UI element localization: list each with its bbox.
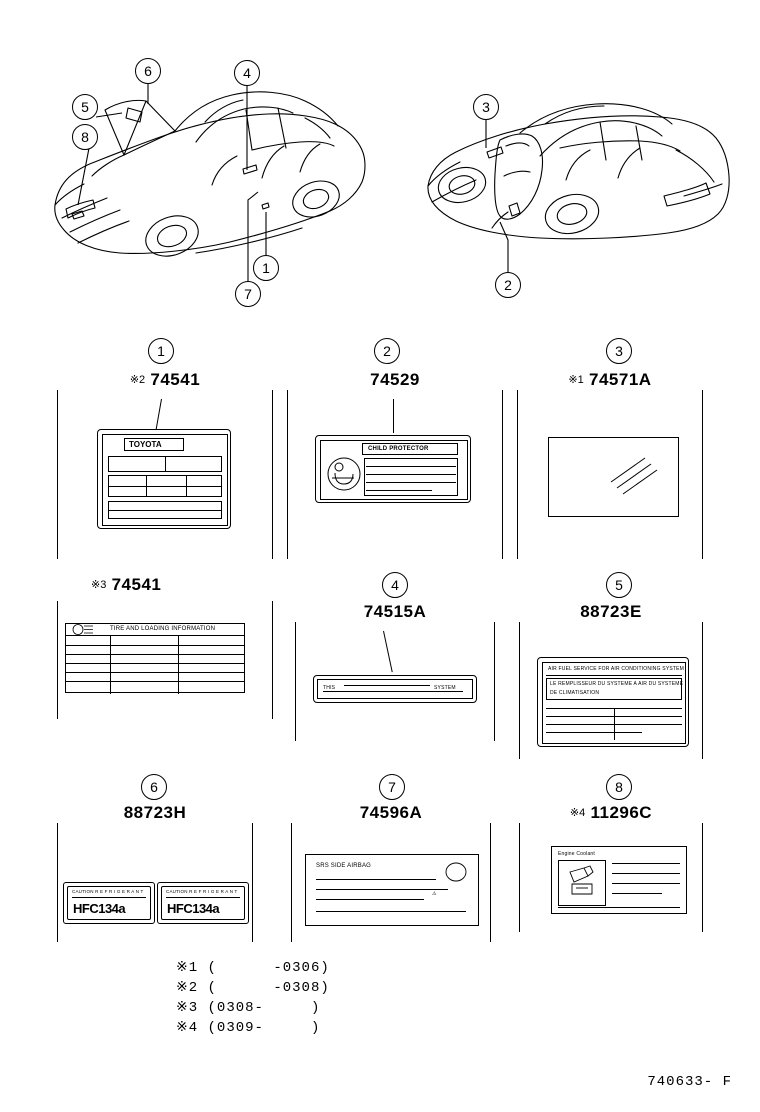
panel-74515A [295, 602, 495, 741]
panel-74541-b [57, 575, 273, 719]
panel-number-text: 11296C [590, 803, 653, 822]
panel-88723E [519, 602, 703, 759]
panel-callout-8[interactable]: 8 [606, 774, 632, 800]
panel-11296C [519, 803, 703, 932]
strip-rule [344, 685, 430, 686]
strip-text-left: THIS [323, 685, 336, 691]
ac-col-divider [614, 708, 615, 740]
label-art-engine-coolant [551, 846, 687, 914]
panel-callout-2[interactable]: 2 [374, 338, 400, 364]
plate-hatch [549, 438, 680, 518]
srs-rule [316, 911, 466, 912]
child-seat-pictogram [324, 454, 364, 496]
coolant-rule [612, 883, 680, 884]
plate-rule [66, 645, 244, 646]
footnote-4: ※4 (0309- ) [176, 1020, 321, 1036]
srs-title: SRS SIDE AIRBAG [316, 863, 372, 869]
callout-5[interactable]: 5 [72, 94, 98, 120]
ac-label-line3: DE CLIMATISATION [550, 690, 600, 696]
refrigerant-header: CAUTION R E F R I G E R A N T [72, 889, 144, 894]
tire-loading-title: TIRE AND LOADING INFORMATION [110, 626, 216, 632]
panel-number-text: 74529 [370, 370, 420, 389]
srs-small-mark: ⚠ [432, 891, 437, 897]
panel-number-text: 74541 [150, 370, 201, 389]
srs-pictogram [444, 861, 468, 883]
figure-code: 740633- F [647, 1074, 732, 1090]
vehicle-illustration-svg [0, 0, 760, 320]
strip-rule [323, 691, 463, 692]
panel-part-number [519, 602, 703, 622]
panel-callout-3[interactable]: 3 [606, 338, 632, 364]
footnote-3: ※3 (0308- ) [176, 1000, 321, 1016]
panel-74596A [291, 803, 491, 942]
coolant-rule [612, 893, 662, 894]
plate-col-divider [110, 635, 111, 694]
callout-4[interactable]: 4 [234, 60, 260, 86]
panel-number-text: 88723E [580, 602, 642, 621]
plate-rule [66, 681, 244, 682]
panel-callout-6[interactable]: 6 [141, 774, 167, 800]
plate-rule [66, 654, 244, 655]
ac-rule [546, 675, 682, 676]
refrigerant-plate-text: HFC134a [167, 901, 220, 916]
label-art-tire-loading-plate [65, 623, 245, 693]
panel-note-mark: ※3 [91, 579, 107, 591]
panel-part-number [57, 370, 273, 390]
panel-number-text: 74541 [111, 575, 162, 594]
text-rule [366, 490, 432, 491]
srs-rule [316, 889, 448, 890]
panel-part-number [295, 602, 495, 622]
label-art-child-protector [315, 435, 471, 503]
panel-74541-a [57, 370, 273, 559]
refrigerant-rule [72, 897, 146, 898]
callout-8[interactable]: 8 [72, 124, 98, 150]
callout-2[interactable]: 2 [495, 272, 521, 298]
callout-6[interactable]: 6 [135, 58, 161, 84]
panel-note-mark: ※2 [129, 374, 146, 386]
label-art-strip [313, 675, 477, 703]
coolant-rule [612, 863, 680, 864]
callout-3[interactable]: 3 [473, 94, 499, 120]
panel-part-number [291, 803, 491, 823]
brand-text: TOYOTA [129, 440, 162, 449]
footnotes [176, 958, 330, 1038]
plate-rule [66, 672, 244, 673]
refrigerant-plate-text: HFC134a [73, 901, 126, 916]
text-rule [366, 474, 456, 475]
panel-part-number [519, 803, 703, 823]
refrigerant-rule [166, 897, 240, 898]
panel-callout-4[interactable]: 4 [382, 572, 408, 598]
plate-grid-row [108, 486, 222, 487]
coolant-pictogram [560, 862, 604, 904]
panel-note-mark: ※1 [568, 374, 584, 386]
text-rule [366, 466, 456, 467]
panel-number-text: 88723H [123, 803, 187, 822]
panel-callout-5[interactable]: 5 [606, 572, 632, 598]
panel-88723H [57, 803, 253, 942]
panel-number-text: 74596A [359, 803, 423, 822]
ac-label-line1: AIR FUEL SERVICE FOR AIR CONDITIONING SYSTEM [548, 666, 685, 672]
srs-rule [316, 899, 424, 900]
callout-1[interactable]: 1 [253, 255, 279, 281]
refrigerant-header: CAUTION R E F R I G E R A N T [166, 889, 238, 894]
panel-part-number [57, 803, 253, 823]
strip-text-right: SYSTEM [434, 685, 456, 691]
tire-pictogram [70, 624, 96, 635]
text-rule [366, 482, 456, 483]
label-art-refrigerant-right [157, 882, 249, 924]
panel-callout-7[interactable]: 7 [379, 774, 405, 800]
callout-7[interactable]: 7 [235, 281, 261, 307]
child-protector-title: CHILD PROTECTOR [368, 446, 429, 452]
label-art-refrigerant-left [63, 882, 155, 924]
panel-part-number [517, 370, 703, 390]
vehicle-illustration-area [0, 0, 760, 320]
panel-part-number [287, 370, 503, 390]
panel-74529 [287, 370, 503, 559]
panel-number-text: 74571A [589, 370, 652, 389]
leader-line [393, 399, 394, 433]
panel-number-text: 74515A [363, 602, 427, 621]
plate-grid-divider [165, 456, 166, 472]
plate-head-rule [66, 635, 244, 636]
label-art-ac-caution [537, 657, 689, 747]
plate-col-divider [178, 635, 179, 694]
label-art-caution-plate [97, 429, 231, 529]
footnote-1: ※1 ( -0306) [176, 960, 330, 976]
engine-coolant-title: Engine Coolant [558, 851, 595, 857]
srs-rule [316, 879, 436, 880]
panel-part-number [57, 575, 307, 595]
panel-callout-1[interactable]: 1 [148, 338, 174, 364]
ac-rule [546, 732, 642, 733]
plate-rule [66, 663, 244, 664]
label-art-blank-plate [548, 437, 679, 517]
plate-grid-row-2 [108, 510, 222, 511]
coolant-rule [558, 907, 680, 908]
panel-note-mark: ※4 [569, 807, 586, 819]
panel-74571A [517, 370, 703, 559]
footnote-2: ※2 ( -0308) [176, 980, 330, 996]
label-art-srs [305, 854, 479, 926]
ac-label-line2: LE REMPLISSEUR DU SYSTEME A AIR DU SYSTEME [550, 681, 684, 687]
coolant-rule [612, 873, 680, 874]
